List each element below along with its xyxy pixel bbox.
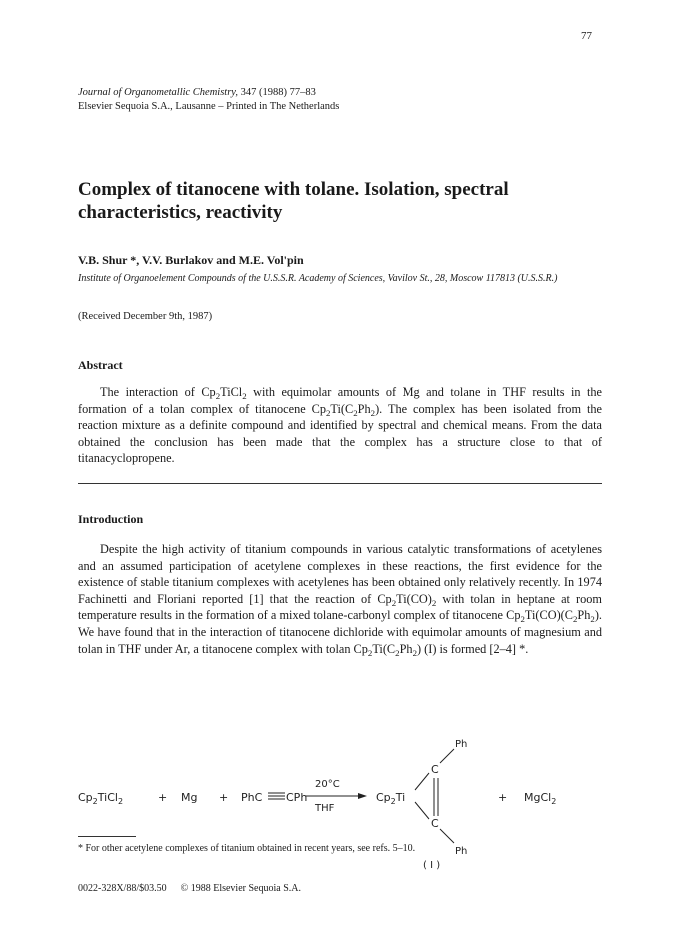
phenyl-top: Ph xyxy=(455,739,468,750)
copyright-line xyxy=(78,883,301,894)
article-code: 0022-328X/88/$03.50 xyxy=(78,883,167,894)
carbon-top: C xyxy=(431,763,439,776)
abstract-heading: Abstract xyxy=(78,358,123,372)
page-number: 77 xyxy=(581,30,592,42)
plus-sign: + xyxy=(158,791,168,804)
journal-volume: 347 (1988) 77–83 xyxy=(238,87,316,98)
received-date: (Received December 9th, 1987) xyxy=(78,311,213,322)
condition-temperature: 20°C xyxy=(315,779,340,790)
reaction-arrow xyxy=(306,793,367,799)
reactant-tolane-right: CPh xyxy=(286,791,308,804)
copyright: © 1988 Elsevier Sequoia S.A. xyxy=(180,883,301,894)
condition-solvent: THF xyxy=(315,803,335,814)
reactant-titanocene-dichloride: $Cp_2TiCl_2$ xyxy=(78,791,124,806)
paper-title: Complex of titanocene with tolane. Isolation, spectral characteristics, reactivity xyxy=(78,179,509,223)
carbon-bottom: C xyxy=(431,817,439,830)
byproduct-magnesium-chloride: MgCl$_2$ xyxy=(524,791,557,806)
institution: Institute of Organoelement Compounds of the U.S.S.R. Academy of Sciences, Vavilov St., 28, Moscow 117813 (U.S.S.R.) xyxy=(78,273,558,284)
footnote-rule xyxy=(78,836,136,837)
compound-label: ( I ) xyxy=(423,860,441,870)
reactant-magnesium: Mg xyxy=(181,791,198,804)
plus-sign: + xyxy=(219,791,229,804)
footnote: * For other acetylene complexes of titanium obtained in recent years, see refs. 5–10. xyxy=(78,843,416,854)
abstract-text: The interaction of $Cp_2TiCl_2$ with equimolar amounts of Mg and tolane in THF results in the formation of a tolan complex of titanocene $Cp_2Ti(C_2Ph_2)$. The complex has been isolated from the reaction mixture as a definite compound and identified by spectral and chemical means. From the data obtained the conclusion has been made that the complex has a structure close to that of titanacyclopropene. xyxy=(78,385,603,466)
section-divider xyxy=(78,483,602,484)
journal-publisher: Elsevier Sequoia S.A., Lausanne – Printed in The Netherlands xyxy=(78,101,340,112)
plus-sign: + xyxy=(498,791,508,804)
product-titanocene: $Cp_2Ti$ xyxy=(376,791,406,806)
journal-citation xyxy=(78,86,339,114)
introduction-text: Despite the high activity of titanium compounds in various catalytic transformations of acetylenes and an assumed participation of acetylene complexes in these reactions, the first evidence for the existence of stable titanium complexes with acetylenes has been obtained only relatively recently. In 1974 Fachinetti and Floriani reported [1] that the reaction of $Cp_2Ti(CO)_2$ with tolan in heptane at room temperature results in the formation of a mixed tolane-carbonyl complex of titanocene $Cp_2Ti(CO)(C_2Ph_2)$. We have found that in the interaction of titanocene dichloride with equimolar amounts of magnesium and tolan in THF under Ar, a titanocene complex with tolan $Cp_2Ti(C_2Ph_2)$ (I) is formed [2–4] *. xyxy=(78,542,602,658)
introduction-heading: Introduction xyxy=(78,512,144,526)
triple-bond xyxy=(268,793,285,799)
phenyl-bottom: Ph xyxy=(455,846,468,857)
reactant-tolane-left: PhC xyxy=(241,791,263,804)
authors: V.B. Shur *, V.V. Burlakov and M.E. Vol'pin xyxy=(78,253,304,267)
journal-name: Journal of Organometallic Chemistry, xyxy=(78,87,239,98)
